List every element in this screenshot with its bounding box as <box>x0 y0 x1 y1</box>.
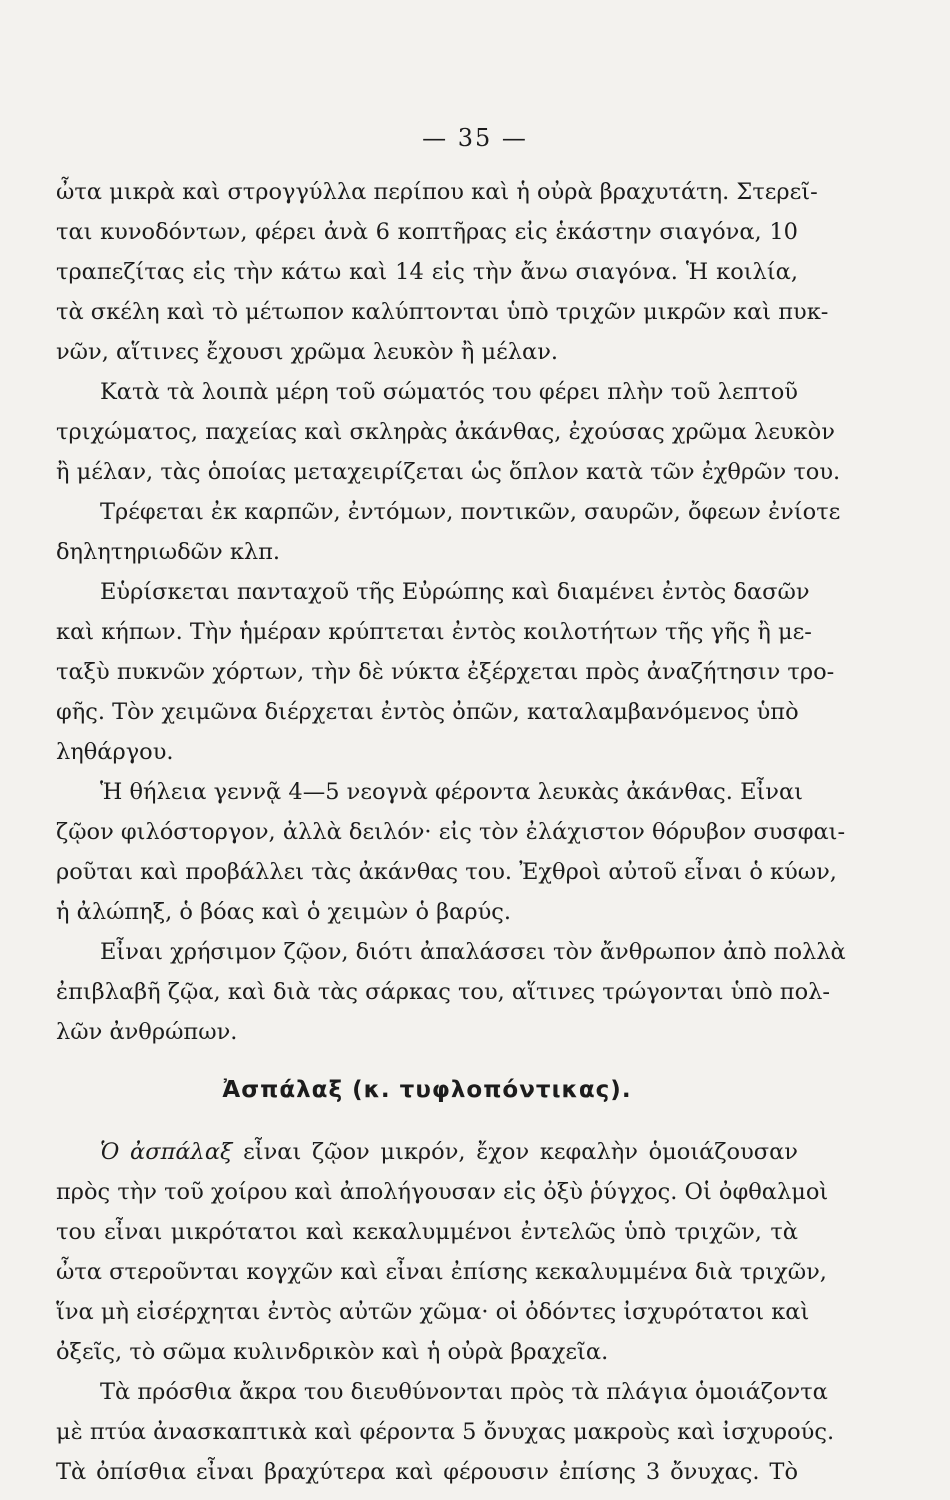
text-line-rest: εἶναι ζῷον μικρόν, ἔχον κεφαλὴν ὁμοιάζουσαν <box>232 1139 798 1165</box>
text-line: τραπεζίτας εἰς τὴν κάτω καὶ 14 εἰς τὴν ἄνω σιαγόνα. Ἡ κοιλία, <box>56 259 798 285</box>
text-line: Εὑρίσκεται πανταχοῦ τῆς Εὐρώπης καὶ διαμένει ἐντὸς δασῶν <box>100 579 810 605</box>
text-line: Ἡ θήλεια γεννᾷ 4—5 νεογνὰ φέροντα λευκὰς ἀκάνθας. Εἶναι <box>100 779 804 805</box>
text-line: φῆς. Τὸν χειμῶνα διέρχεται ἐντὸς ὀπῶν, καταλαμβανόμενος ὑπὸ <box>56 699 799 725</box>
text-line: μὲ πτύα ἀνασκαπτικὰ καὶ φέροντα 5 ὄνυχας μακροὺς καὶ ἰσχυρούς. <box>56 1419 835 1445</box>
text-line: Τὰ πρόσθια ἄκρα του διευθύνονται πρὸς τὰ πλάγια ὁμοιάζοντα <box>100 1379 828 1405</box>
text-line: ται κυνοδόντων, φέρει ἀνὰ 6 κοπτῆρας εἰς ἑκάστην σιαγόνα, 10 <box>56 219 798 245</box>
text-line: ροῦται καὶ προβάλλει τὰς ἀκάνθας του. Ἐχθροὶ αὐτοῦ εἶναι ὁ κύων, <box>56 859 837 885</box>
text-line <box>56 1132 798 1172</box>
text-line: Τρέφεται ἐκ καρπῶν, ἐντόμων, ποντικῶν, σαυρῶν, ὄφεων ἐνίοτε <box>100 499 841 525</box>
text-line: λῶν ἀνθρώπων. <box>56 1019 238 1045</box>
section-heading: Ἀσπάλαξ (κ. τυφλοπόντικας). <box>222 1077 632 1103</box>
text-line: πρὸς τὴν τοῦ χοίρου καὶ ἀπολήγουσαν εἰς ὀξὺ ῥύγχος. Οἱ ὀφθαλμοὶ <box>56 1179 829 1205</box>
text-line: του εἶναι μικρότατοι καὶ κεκαλυμμένοι ἐντελῶς ὑπὸ τριχῶν, τὰ <box>56 1219 798 1245</box>
text-line: ἢ μέλαν, τὰς ὁποίας μεταχειρίζεται ὡς ὅπλον κατὰ τῶν ἐχθρῶν του. <box>56 459 841 485</box>
text-line: Τὰ ὀπίσθια εἶναι βραχύτερα καὶ φέρουσιν ἐπίσης 3 ὄνυχας. Τὸ <box>56 1459 798 1485</box>
text-line: ὦτα μικρὰ καὶ στρογγύλλα περίπου καὶ ἡ οὐρὰ βραχυτάτη. Στερεῖ- <box>56 179 818 205</box>
text-line: ὀξεῖς, τὸ σῶμα κυλινδρικὸν καὶ ἡ οὐρὰ βραχεῖα. <box>56 1339 609 1365</box>
text-line: ζῷον φιλόστοργον, ἀλλὰ δειλόν· εἰς τὸν ἐλάχιστον θόρυβον συσφαι- <box>56 819 846 845</box>
text-line: τριχώματος, παχείας καὶ σκληρὰς ἀκάνθας, ἐχούσας χρῶμα λευκὸν <box>56 419 835 445</box>
text-line: δηλητηριωδῶν κλπ. <box>56 539 281 565</box>
text-line: τὰ σκέλη καὶ τὸ μέτωπον καλύπτονται ὑπὸ τριχῶν μικρῶν καὶ πυκ- <box>56 299 829 325</box>
text-line: Κατὰ τὰ λοιπὰ μέρη τοῦ σώματός του φέρει πλὴν τοῦ λεπτοῦ <box>100 379 798 405</box>
text-line: Εἶναι χρήσιμον ζῷον, διότι ἀπαλάσσει τὸν ἄνθρωπον ἀπὸ πολλὰ <box>100 939 846 965</box>
text-line: ἡ ἀλώπηξ, ὁ βόας καὶ ὁ χειμὼν ὁ βαρύς. <box>56 899 511 925</box>
text-line: ληθάργου. <box>56 739 174 765</box>
page-number: — 35 — <box>422 124 528 152</box>
text-line: ἵνα μὴ εἰσέρχηται ἐντὸς αὐτῶν χῶμα· οἱ ὀδόντες ἰσχυρότατοι καὶ <box>56 1299 810 1325</box>
lead-term: Ὁ ἀσπάλαξ <box>100 1139 233 1165</box>
text-line: ὦτα στεροῦνται κογχῶν καὶ εἶναι ἐπίσης κεκαλυμμένα διὰ τριχῶν, <box>56 1259 827 1285</box>
text-line: ἐπιβλαβῆ ζῷα, καὶ διὰ τὰς σάρκας του, αἵτινες τρώγονται ὑπὸ πολ- <box>56 979 830 1005</box>
text-line: νῶν, αἵτινες ἔχουσι χρῶμα λευκὸν ἢ μέλαν. <box>56 339 559 365</box>
body-text <box>56 172 846 1492</box>
text-line: ταξὺ πυκνῶν χόρτων, τὴν δὲ νύκτα ἐξέρχεται πρὸς ἀναζήτησιν τρο- <box>56 659 835 685</box>
text-line: καὶ κήπων. Τὴν ἡμέραν κρύπτεται ἐντὸς κοιλοτήτων τῆς γῆς ἢ με- <box>56 619 812 645</box>
